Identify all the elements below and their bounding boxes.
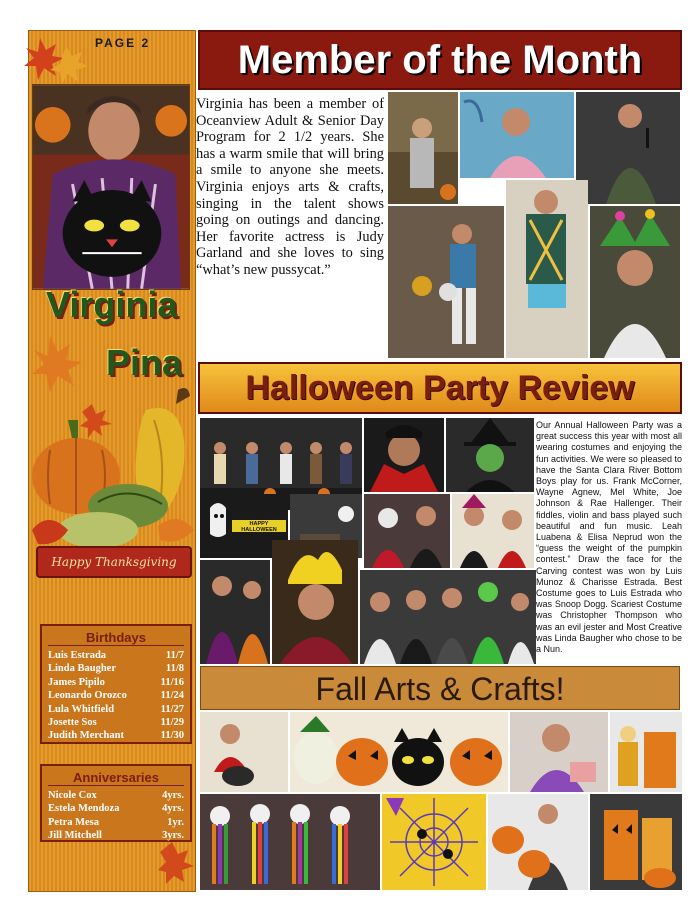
crafts-photo-painted-pumpkins — [290, 712, 508, 792]
halloween-photo-guests — [364, 494, 450, 568]
crafts-photo-ghost-windsocks — [200, 794, 380, 890]
crafts-photo-scarecrow-bags — [610, 712, 682, 792]
maple-leaf-icon — [156, 838, 196, 888]
halloween-photo-vampire — [364, 418, 444, 492]
crafts-photo-pumpkin-bags — [590, 794, 682, 890]
member-photo-mural — [460, 92, 574, 178]
member-photo-jester-hat — [590, 206, 680, 358]
halloween-photo-feather-hat — [272, 540, 358, 664]
crafts-photo-woman-smiling — [510, 712, 608, 792]
virginia-portrait-photo — [32, 84, 190, 290]
anniversary-row: Petra Mesa 1yr. — [48, 816, 184, 828]
happy-halloween-banner-text: HAPPY HALLOWEEN — [241, 521, 277, 533]
halloween-photo-costumes — [200, 560, 270, 664]
pumpkin-gourd-illustration — [28, 380, 196, 550]
anniversary-row: Jill Mitchell 3yrs. — [48, 830, 184, 842]
birthday-row: Josette Sos 11/29 — [48, 717, 184, 729]
page-number: PAGE 2 — [95, 36, 151, 50]
halloween-photo-hats — [452, 494, 534, 568]
member-photo-outdoor — [388, 92, 458, 204]
halloween-photo-group — [360, 570, 536, 664]
member-article-text: Virginia has been a member of Oceanview Adult & Senior Day Program for 2 1/2 years. She has a warm smile that will bring a smile to anyone she meets. Virginia enjoys arts & crafts, singing in the talent shows going on outings and dancing. Her favorite actress is Judy Garland and she loves to sing “what’s new pussycat.” — [196, 96, 384, 278]
member-of-month-header: Member of the Month — [198, 30, 682, 90]
crafts-photo-painting — [200, 712, 288, 792]
halloween-header: Halloween Party Review — [198, 362, 682, 414]
happy-thanksgiving-banner: Happy Thanksgiving — [36, 546, 192, 578]
member-photo-balloon-dance — [388, 206, 504, 358]
birthdays-title: Birthdays — [48, 630, 184, 646]
member-first-name: Virginia — [46, 284, 178, 325]
member-photo-standing — [506, 180, 588, 358]
anniversary-row: Nicole Cox 4yrs. — [48, 790, 184, 801]
birthday-row: Leonardo Orozco 11/24 — [48, 690, 184, 702]
anniversary-row: Estela Mendoza 4yrs. — [48, 803, 184, 815]
birthday-row: Judith Merchant 11/30 — [48, 730, 184, 742]
crafts-photo-spider-web — [382, 794, 486, 890]
halloween-article-text: Our Annual Halloween Party was a great success this year with most all wearing costumes and enjoying the fun activities. We were so pleased to have the Santa Clara River Bottom Boys play for us. Frank McCorner, Wayne Agnew, Mel White, Joe Johnson & Rae Hallenger. Their fiddles, violin and bass played such beautiful and fun music. Leah Luabena & Elisa Neprud won the “guess the weight of the pumpkin contest.” Draw the face for the Carving contest was won by Luis Munoz & Charisse Estrada. Best Costume goes to Luis Estrada who was Snoop Dogg. Scariest Costume was Christopher Thompson who was an evil jester and Most Creative was Linda Baugher who chose to be a Nun. — [536, 420, 682, 655]
autumn-leaves-icon — [22, 30, 92, 90]
halloween-photo-witch — [446, 418, 534, 492]
birthdays-box — [40, 624, 192, 744]
anniversaries-title: Anniversaries — [48, 770, 184, 786]
crafts-photo-pumpkin-holder — [488, 794, 588, 890]
birthday-row: Lula Whitfield 11/27 — [48, 703, 184, 715]
fall-crafts-header: Fall Arts & Crafts! — [200, 666, 680, 710]
birthday-row: Linda Baugher 11/8 — [48, 663, 184, 675]
member-last-name: Pina — [106, 342, 183, 383]
birthday-row: Luis Estrada 11/7 — [48, 650, 184, 661]
member-photo-singing — [576, 92, 680, 204]
birthday-row: James Pipilo 11/16 — [48, 676, 184, 688]
anniversaries-box — [40, 764, 192, 842]
